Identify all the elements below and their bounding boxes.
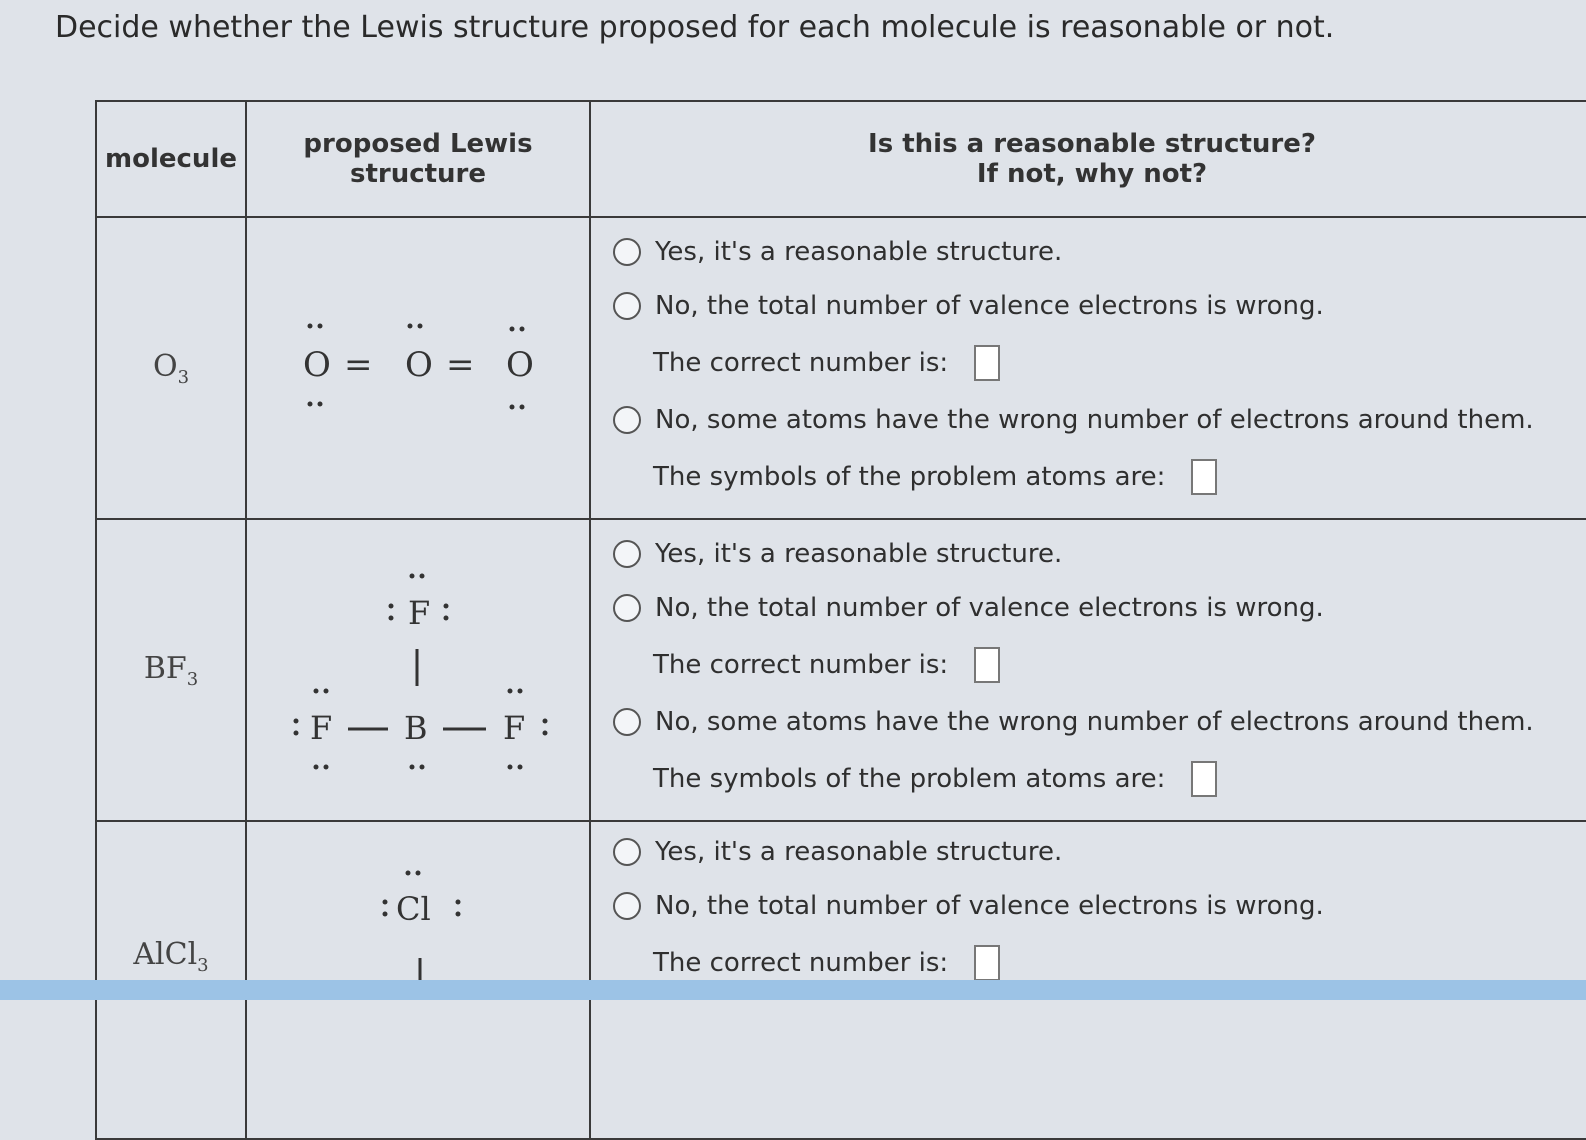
svg-text:O: O (303, 345, 331, 385)
option-yes[interactable]: Yes, it's a reasonable structure. (613, 825, 1586, 879)
option-no-total[interactable]: No, the total number of valence electrons is wrong. (613, 279, 1586, 333)
problem-atoms-line: The symbols of the problem atoms are: (613, 447, 1586, 507)
lewis-o3 (246, 217, 590, 519)
lewis-o3-diagram (248, 219, 588, 513)
table-row (96, 519, 1586, 821)
lewis-bf3-diagram (248, 521, 588, 815)
correct-number-input[interactable] (974, 945, 1000, 981)
svg-text:F: F (408, 594, 431, 632)
radio-icon[interactable] (613, 540, 641, 568)
svg-text:O: O (506, 345, 534, 385)
correct-number-input[interactable] (974, 647, 1000, 683)
svg-text:=: = (344, 345, 373, 385)
table-header-row (96, 101, 1586, 217)
problem-atoms-input[interactable] (1191, 459, 1217, 495)
radio-icon[interactable] (613, 406, 641, 434)
molecule-alcl3: AlCl$_3$ (96, 821, 246, 1139)
molecule-o3: $O_3$ (96, 217, 246, 519)
svg-text:Cl: Cl (396, 890, 431, 928)
lewis-bf3 (246, 519, 590, 821)
svg-text:F: F (503, 709, 526, 747)
header-molecule: molecule (96, 101, 246, 217)
option-no-total[interactable]: No, the total number of valence electrons is wrong. (613, 581, 1586, 635)
option-no-atoms[interactable]: No, some atoms have the wrong number of electrons around them. (613, 695, 1586, 749)
svg-text:B: B (404, 709, 428, 747)
problem-atoms-line: The symbols of the problem atoms are: (613, 749, 1586, 809)
radio-icon[interactable] (613, 238, 641, 266)
radio-icon[interactable] (613, 292, 641, 320)
radio-icon[interactable] (613, 594, 641, 622)
header-lewis: proposed Lewis structure (246, 101, 590, 217)
header-answer: Is this a reasonable structure? If not, why not? (590, 101, 1586, 217)
option-yes[interactable]: Yes, it's a reasonable structure. (613, 225, 1586, 279)
bottom-bar (0, 980, 1586, 1000)
option-yes[interactable]: Yes, it's a reasonable structure. (613, 527, 1586, 581)
radio-icon[interactable] (613, 708, 641, 736)
correct-number-line: The correct number is: (613, 933, 1586, 993)
radio-icon[interactable] (613, 892, 641, 920)
answer-o3 (590, 217, 1586, 519)
svg-text:=: = (446, 345, 475, 385)
radio-icon[interactable] (613, 838, 641, 866)
molecule-bf3: $BF_3$ (96, 519, 246, 821)
correct-number-line: The correct number is: (613, 635, 1586, 695)
answer-bf3 (590, 519, 1586, 821)
correct-number-input[interactable] (974, 345, 1000, 381)
option-no-atoms[interactable]: No, some atoms have the wrong number of electrons around them. (613, 393, 1586, 447)
problem-atoms-input[interactable] (1191, 761, 1217, 797)
option-no-total[interactable]: No, the total number of valence electrons is wrong. (613, 879, 1586, 933)
table-row (96, 217, 1586, 519)
svg-text:O: O (405, 345, 433, 385)
svg-text:F: F (310, 709, 333, 747)
question-prompt: Decide whether the Lewis structure proposed for each molecule is reasonable or not. (55, 10, 1335, 45)
correct-number-line: The correct number is: (613, 333, 1586, 393)
